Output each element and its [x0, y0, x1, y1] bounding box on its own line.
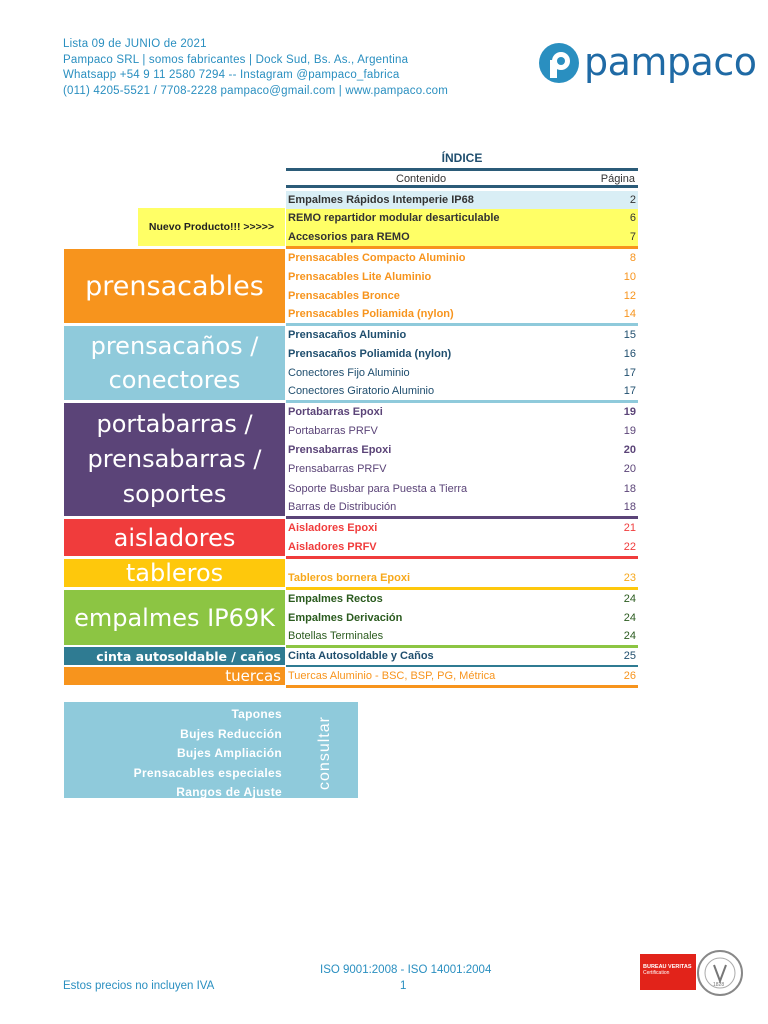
- category-prensacanos: prensacaños / conectores: [64, 326, 285, 400]
- consult-item: Rangos de Ajuste: [176, 785, 282, 799]
- divider: [286, 556, 638, 559]
- index-row[interactable]: Empalmes Rápidos Intemperie IP68 2: [286, 191, 638, 209]
- consult-box: [64, 702, 358, 798]
- list-date: Lista 09 de JUNIO de 2021: [63, 38, 207, 50]
- footer-iso: ISO 9001:2008 - ISO 14001:2004: [320, 964, 492, 976]
- index-title: ÍNDICE: [441, 151, 483, 165]
- category-cinta: cinta autosoldable / caños: [64, 647, 285, 665]
- consult-items: [134, 705, 282, 803]
- index-row[interactable]: Accesorios para REMO 7: [286, 228, 638, 247]
- bureau-veritas-badge: [640, 952, 748, 994]
- col-content-label: Contenido: [396, 173, 447, 185]
- consult-label: consultar: [316, 716, 333, 790]
- category-tableros: tableros: [64, 559, 285, 587]
- index-row[interactable]: REMO repartidor modular desarticulable 6: [286, 209, 638, 228]
- badge-subtitle: Certification: [643, 970, 670, 976]
- header-info: [63, 37, 448, 99]
- new-product-label: Nuevo Producto!!! >>>>>: [138, 208, 285, 246]
- category-prensacables: prensacables: [64, 249, 285, 323]
- category-empalmes: empalmes IP69K: [64, 590, 285, 645]
- category-aisladores: aisladores: [64, 519, 285, 556]
- index-column-header: [286, 168, 638, 188]
- consult-item: Prensacables especiales: [133, 765, 282, 780]
- logo-text: pampaco: [584, 40, 757, 84]
- company-line: Pampaco SRL | somos fabricantes | Dock Sud, Bs. As., Argentina: [63, 53, 409, 66]
- page-number: 1: [400, 980, 407, 992]
- badge-year: 1828: [713, 982, 725, 988]
- pampaco-logo: [538, 40, 757, 86]
- contact-phone-email: (011) 4205-5521 / 7708-2228 pampaco@gmail.com | www.pampaco.com: [63, 84, 449, 97]
- category-portabarras: portabarras / prensabarras / soportes: [64, 403, 285, 516]
- category-tuercas: tuercas: [64, 667, 285, 685]
- p-circle-logo-icon: [538, 42, 580, 84]
- consult-item: Bujes Ampliación: [176, 746, 282, 760]
- col-page-label: Página: [600, 173, 635, 185]
- footer-tax-note: Estos precios no incluyen IVA: [63, 980, 215, 992]
- contact-social: Whatsapp +54 9 11 2580 7294 -- Instagram @pampaco_fabrica: [63, 69, 400, 81]
- certification-seal-icon: [696, 949, 744, 997]
- consult-item: Bujes Reducción: [180, 726, 282, 741]
- divider: [286, 685, 638, 688]
- badge-title: BUREAU VERITAS: [643, 964, 692, 970]
- consult-item: Tapones: [231, 707, 282, 721]
